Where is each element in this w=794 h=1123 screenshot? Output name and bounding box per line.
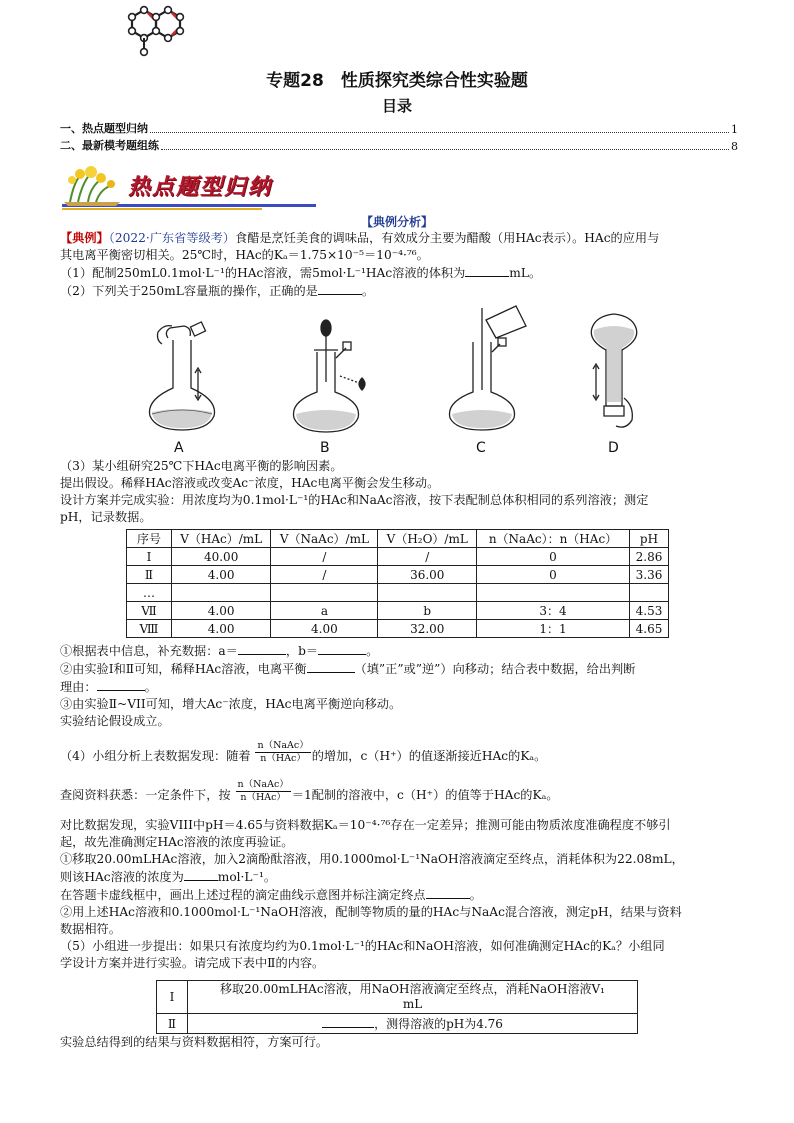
table-cell: 40.00 [172, 548, 271, 566]
toc-item-label: 二、最新模考题组练 [60, 139, 159, 152]
figure-label-c[interactable]: C [476, 440, 486, 456]
toc-item-label: 一、热点题型归纳 [60, 122, 148, 135]
answer-blank-b[interactable] [318, 642, 366, 655]
table-row [157, 1014, 638, 1034]
q3-line-3: 设计方案并完成实验：用浓度均为0.1mol·L⁻¹的HAc和NaAc溶液，按下表配制总体积相同的系列溶液；测定 [60, 493, 649, 507]
table-cell [172, 584, 271, 602]
table-cell: Ⅱ [157, 1014, 188, 1034]
table-cell [477, 584, 630, 602]
th-index: 序号 [127, 530, 172, 548]
q5-line-2: 学设计方案并进行实验。请完成下表中Ⅱ的内容。 [60, 956, 325, 970]
question-3 [60, 458, 740, 526]
q4d-unit: mol·L⁻¹。 [217, 870, 277, 884]
table-cell: 3.36 [630, 566, 669, 584]
q4c-line-1: 对比数据发现，实验VIII中pH＝4.65与资料数据Kₐ＝10⁻⁴·⁷⁶存在一定差异；推测可能由物质浓度准确程度不够引 [60, 818, 671, 832]
question-4b [60, 779, 740, 813]
q4d-end: 。 [469, 888, 482, 902]
table-cell [630, 584, 669, 602]
table-cell: 4.00 [172, 566, 271, 584]
toc-item-page: 8 [731, 140, 738, 153]
table-cell: Ⅰ [127, 548, 172, 566]
answer-blank-step-2[interactable] [322, 1015, 374, 1028]
table-cell: a [271, 602, 378, 620]
answer-blank-reason[interactable] [97, 678, 145, 691]
fraction-denominator: n（HAc） [260, 753, 306, 764]
q1-unit: mL。 [509, 266, 542, 280]
page-title: 专题28 性质探究类综合性实验题 [266, 71, 528, 91]
table-cell [378, 584, 477, 602]
data-table [126, 529, 669, 638]
ratio-fraction [255, 740, 310, 765]
q4d-line-1: ①移取20.00mLHAc溶液，加入2滴酚酞溶液，用0.1000mol·L⁻¹NaOH溶液滴定至终点，消耗体积为22.08mL， [60, 852, 684, 866]
table-cell: / [271, 548, 378, 566]
subquestions-3 [60, 642, 740, 730]
q3-line-2: 提出假设。稀释HAc溶液或改变Ac⁻浓度，HAc电离平衡会发生移动。 [60, 476, 440, 490]
q4c-line-2: 起，故先准确测定HAc溶液的浓度再验证。 [60, 835, 294, 849]
procedure-step-2: ，测得溶液的pH为4.76 [374, 1017, 503, 1031]
table-cell: 0 [477, 566, 630, 584]
table-cell [188, 981, 638, 1014]
question-4-body [60, 817, 740, 972]
s1-end: 。 [366, 644, 379, 658]
table-cell: 1：1 [477, 620, 630, 638]
th-v-h2o: V（H₂O）/mL [378, 530, 477, 548]
toc-dots [161, 149, 729, 150]
th-ph: pH [630, 530, 669, 548]
naphthalene-logo-icon [124, 2, 194, 58]
table-cell: Ⅰ [157, 981, 188, 1014]
question-4 [60, 740, 740, 774]
q3-line-1: （3）某小组研究25℃下HAc电离平衡的影响因素。 [60, 459, 343, 473]
table-row [127, 620, 669, 638]
question-2: （2）下列关于250mL容量瓶的操作，正确的是 [60, 284, 318, 298]
toc-item-2[interactable] [60, 137, 738, 153]
toc-title: 目录 [381, 97, 412, 115]
table-cell [271, 584, 378, 602]
table-cell: b [378, 602, 477, 620]
table-cell: 0 [477, 548, 630, 566]
table-cell: 4.00 [271, 620, 378, 638]
q2-end: 。 [361, 284, 375, 298]
figure-label-b[interactable]: B [320, 440, 330, 456]
table-cell: Ⅱ [127, 566, 172, 584]
table-cell: / [271, 566, 378, 584]
table-cell: 32.00 [378, 620, 477, 638]
q4d-line-2: 则该HAc溶液的浓度为 [60, 870, 184, 884]
s2b-end: 。 [144, 680, 157, 694]
table-cell: 4.00 [172, 602, 271, 620]
s3-text: ③由实验Ⅱ~VII可知，增大Ac⁻浓度，HAc电离平衡逆向移动。 [60, 697, 402, 711]
table-cell: / [378, 548, 477, 566]
problem-intro [60, 230, 740, 300]
q4d-line-3: 在答题卡虚线框中，画出上述过程的滴定曲线示意图并标注滴定终点 [60, 888, 426, 902]
s4-text: 实验结论假设成立。 [60, 714, 170, 728]
q4b-pre: 查阅资料获悉：一定条件下，按 [60, 788, 231, 802]
fraction-numerator: n（NaAc） [257, 740, 309, 751]
problem-source: （2022·广东省等级考） [108, 231, 236, 245]
figure-a-liquid [152, 409, 212, 428]
table-cell: Ⅶ [127, 602, 172, 620]
q4b-post: ＝1配制的溶液中，c（H⁺）的值等于HAc的Kₐ。 [291, 788, 559, 802]
table-row [127, 602, 669, 620]
table-cell: 4.00 [172, 620, 271, 638]
fraction-denominator: n（HAc） [240, 792, 286, 803]
s2-mid: （填”正”或”逆”）向移动；结合表中数据，给出判断 [354, 662, 636, 676]
table-header-row [127, 530, 669, 548]
intro-line-1: 食醋是烹饪美食的调味品，有效成分主要为醋酸（用HAc表示）。HAc的应用与 [235, 231, 660, 245]
th-ratio: n（NaAc）：n（HAc） [477, 530, 630, 548]
answer-blank-a[interactable] [238, 642, 286, 655]
answer-blank-concentration[interactable] [184, 868, 218, 881]
table-cell: 3：4 [477, 602, 630, 620]
s2-text: ②由实验Ⅰ和Ⅱ可知，稀释HAc溶液，电离平衡 [60, 662, 307, 676]
table-cell: 4.65 [630, 620, 669, 638]
table-cell: 36.00 [378, 566, 477, 584]
th-v-hac: V（HAc）/mL [172, 530, 271, 548]
figure-label-a[interactable]: A [174, 440, 184, 456]
table-row [157, 981, 638, 1014]
table-cell: … [127, 584, 172, 602]
problem-tag: 【典例】 [60, 231, 109, 245]
section-banner-title: 热点题型归纳 [128, 174, 273, 200]
answer-blank-endpoint[interactable] [426, 886, 470, 899]
s2b-text: 理由： [60, 680, 97, 694]
volumetric-flask-figures [140, 302, 670, 442]
s1-mid: ，b＝ [285, 644, 319, 658]
table-cell: 2.86 [630, 548, 669, 566]
procedure-table [156, 980, 638, 1034]
toc-dots [150, 132, 729, 133]
q5-line-1: （5）小组进一步提出：如果只有浓度均约为0.1mol·L⁻¹的HAc和NaOH溶液，如何准确测定HAc的Kₐ？小组同 [60, 939, 665, 953]
q4-post: 的增加，c（H⁺）的值逐渐接近HAc的Kₐ。 [311, 749, 547, 763]
ratio-fraction [236, 779, 291, 804]
q4e-line-2: 数据相符。 [60, 922, 121, 936]
table-row [127, 584, 669, 602]
q4e-line-1: ②用上述HAc溶液和0.1000mol·L⁻¹NaOH溶液，配制等物质的量的HAc与NaAc混合溶液，测定pH，结果与资料 [60, 905, 682, 919]
table-cell [188, 1014, 638, 1034]
toc-item-1[interactable] [60, 120, 738, 136]
table-cell: Ⅷ [127, 620, 172, 638]
procedure-step-1-line-2: mL [402, 997, 423, 1011]
intro-line-2: 其电离平衡密切相关。25℃时，HAc的Kₐ＝1.75×10⁻⁵＝10⁻⁴·⁷⁶。 [60, 248, 429, 262]
fraction-numerator: n（NaAc） [237, 779, 289, 790]
section-heading: 【典例分析】 [360, 215, 433, 229]
q3-line-4: pH，记录数据。 [60, 510, 152, 524]
procedure-step-1-line-1: 移取20.00mLHAc溶液，用NaOH溶液滴定至终点，消耗NaOH溶液V₁ [220, 982, 605, 996]
table-row [127, 548, 669, 566]
answer-blank-q1[interactable] [465, 264, 509, 277]
toc-item-page: 1 [731, 123, 738, 136]
answer-blank-q2[interactable] [318, 282, 362, 295]
th-v-naac: V（NaAc）/mL [271, 530, 378, 548]
q4-pre: （4）小组分析上表数据发现：随着 [60, 749, 251, 763]
answer-blank-direction[interactable] [307, 660, 355, 673]
question-1: （1）配制250mL0.1mol·L⁻¹的HAc溶液，需5mol·L⁻¹HAc溶液的体积为 [60, 266, 466, 280]
conclusion: 实验总结得到的结果与资料数据相符，方案可行。 [60, 1035, 329, 1049]
s1-text: ①根据表中信息，补充数据：a＝ [60, 644, 238, 658]
figure-label-d[interactable]: D [608, 440, 619, 456]
table-cell: 4.53 [630, 602, 669, 620]
table-row [127, 566, 669, 584]
